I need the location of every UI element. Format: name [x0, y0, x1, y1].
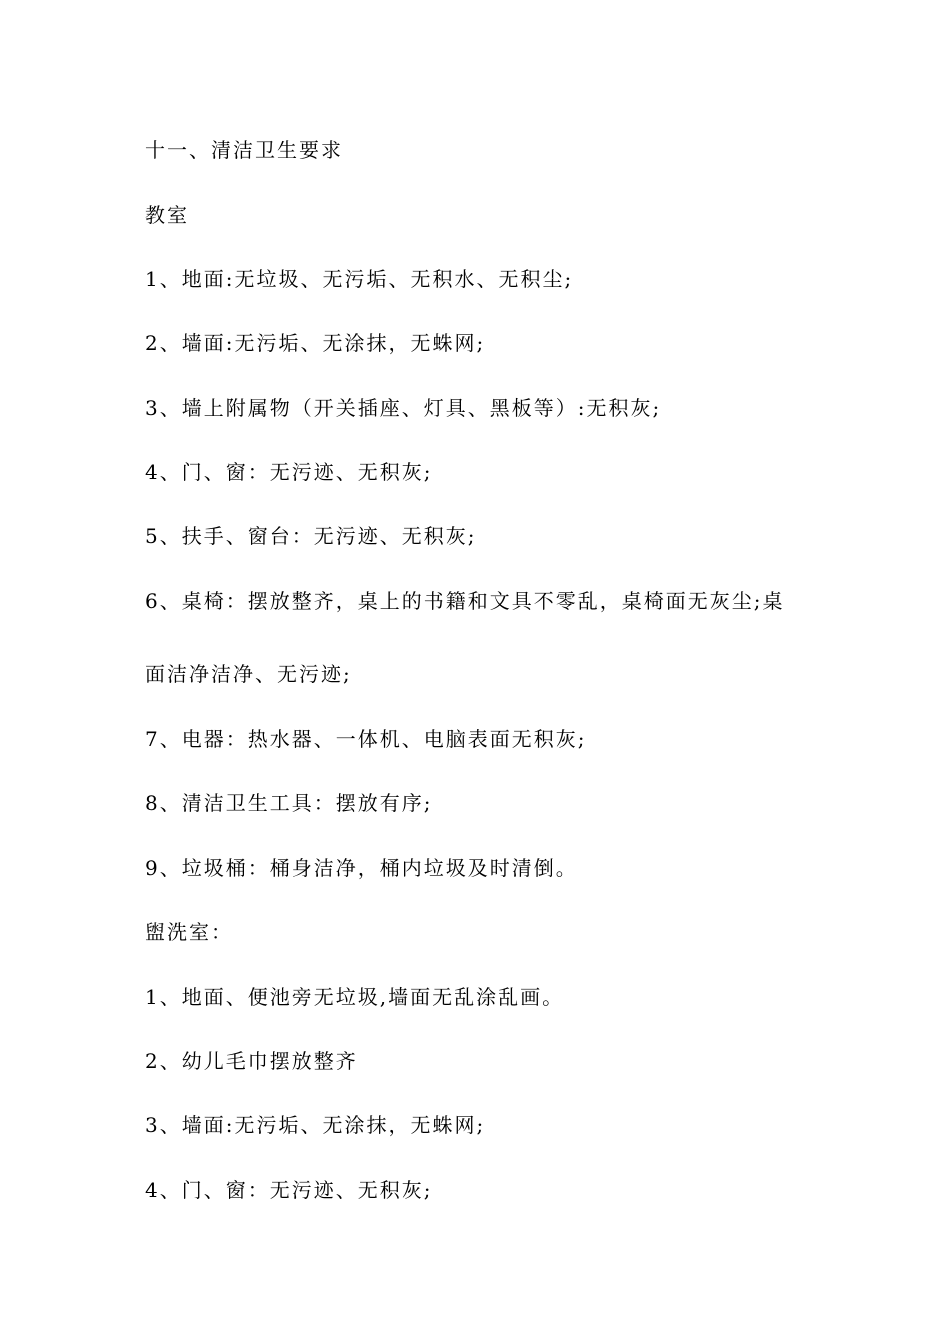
- washroom-item-1: 1、地面、便池旁无垃圾,墙面无乱涂乱画。: [145, 985, 565, 1009]
- classroom-item-5: 5、扶手、窗台：无污迹、无积灰;: [145, 524, 477, 548]
- classroom-item-4: 4、门、窗：无污迹、无积灰;: [145, 460, 433, 484]
- classroom-item-2: 2、墙面:无污垢、无涂抹，无蛛网;: [145, 331, 486, 355]
- section-title: 十一、清洁卫生要求: [145, 138, 343, 162]
- classroom-item-6: 6、桌椅：摆放整齐，桌上的书籍和文具不零乱，桌椅面无灰尘;桌: [145, 589, 785, 613]
- classroom-item-8: 8、清洁卫生工具：摆放有序;: [145, 791, 433, 815]
- washroom-item-2: 2、幼儿毛巾摆放整齐: [145, 1049, 358, 1073]
- classroom-item-9: 9、垃圾桶：桶身洁净，桶内垃圾及时清倒。: [145, 856, 578, 880]
- washroom-item-3: 3、墙面:无污垢、无涂抹，无蛛网;: [145, 1113, 486, 1137]
- classroom-item-1: 1、地面:无垃圾、无污垢、无积水、无积尘;: [145, 267, 574, 291]
- washroom-item-4: 4、门、窗：无污迹、无积灰;: [145, 1178, 433, 1202]
- classroom-item-7: 7、电器：热水器、一体机、电脑表面无积灰;: [145, 727, 587, 751]
- classroom-item-6-continued: 面洁净洁净、无污迹;: [145, 662, 352, 686]
- washroom-heading: 盥洗室：: [145, 920, 233, 944]
- classroom-item-3: 3、墙上附属物（开关插座、灯具、黑板等）:无积灰;: [145, 396, 662, 420]
- classroom-heading: 教室: [145, 203, 189, 227]
